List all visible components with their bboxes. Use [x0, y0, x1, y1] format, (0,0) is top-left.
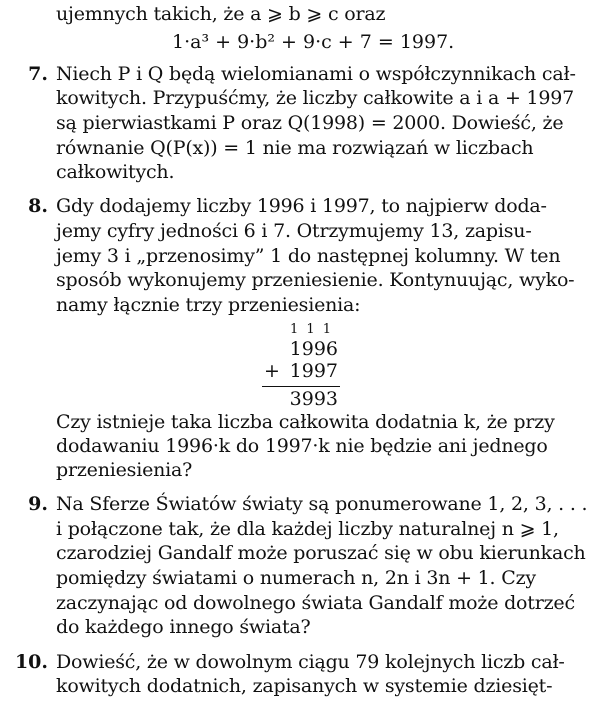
- problem-9-line: pomiędzy światami o numerach n, 2n i 3n + 1. Czy: [56, 567, 536, 589]
- problem-8-line: dodawaniu 1996·k do 1997·k nie będzie ani jednego: [56, 435, 548, 457]
- plus-sign: +: [264, 360, 280, 382]
- addend-1: 1996: [289, 338, 338, 360]
- problem-7-line: całkowitych.: [56, 161, 175, 183]
- problem-number-9: 9.: [28, 493, 48, 515]
- carry-digits: 1 1 1: [290, 322, 334, 337]
- problem-9-line: Na Sferze Światów światy są ponumerowane 1, 2, 3, . . .: [56, 493, 588, 515]
- problem-8-line: namy łącznie trzy przeniesienia:: [56, 294, 361, 316]
- problem-9-line: czarodziej Gandalf może poruszać się w obu kierunkach: [56, 542, 586, 564]
- sum-result: 3993: [289, 388, 338, 410]
- equation: 1·a³ + 9·b² + 9·c + 7 = 1997.: [172, 31, 455, 53]
- text-line: ujemnych takich, że a ⩾ b ⩾ c oraz: [56, 3, 386, 25]
- problem-8-line: Gdy dodajemy liczby 1996 i 1997, to najpierw doda-: [56, 195, 547, 217]
- problem-number-10: 10.: [14, 651, 48, 673]
- problem-9-line: zaczynając od dowolnego świata Gandalf może dotrzeć: [56, 592, 575, 614]
- problem-8-line: przeniesienia?: [56, 459, 193, 481]
- problem-7-line: są pierwiastkami P oraz Q(1998) = 2000. Dowieść, że: [56, 112, 564, 134]
- problem-8-line: sposób wykonujemy przeniesienie. Kontynuując, wyko-: [56, 269, 575, 291]
- problem-8-line: jemy cyfry jedności 6 i 7. Otrzymujemy 13, zapisu-: [56, 220, 532, 242]
- problem-7-line: kowitych. Przypuśćmy, że liczby całkowite a i a + 1997: [56, 87, 575, 109]
- problem-10-line: Dowieść, że w dowolnym ciągu 79 kolejnych liczb cał-: [56, 651, 565, 673]
- problem-9-line: do każdego innego świata?: [56, 616, 311, 638]
- sum-rule: [262, 386, 340, 387]
- problem-8-line: Czy istnieje taka liczba całkowita dodatnia k, że przy: [56, 411, 555, 433]
- problem-number-7: 7.: [28, 63, 48, 85]
- problem-7-line: Niech P i Q będą wielomianami o współczynnikach cał-: [56, 63, 576, 85]
- problem-7-line: równanie Q(P(x)) = 1 nie ma rozwiązań w liczbach: [56, 137, 534, 159]
- problem-8-line: jemy 3 i „przenosimy” 1 do następnej kolumny. W ten: [56, 245, 561, 267]
- addend-2: 1997: [289, 360, 338, 382]
- problem-9-line: i połączone tak, że dla każdej liczby naturalnej n ⩾ 1,: [56, 518, 559, 540]
- problem-10-line: kowitych dodatnich, zapisanych w systemie dziesięt-: [56, 675, 553, 697]
- problem-number-8: 8.: [28, 195, 48, 217]
